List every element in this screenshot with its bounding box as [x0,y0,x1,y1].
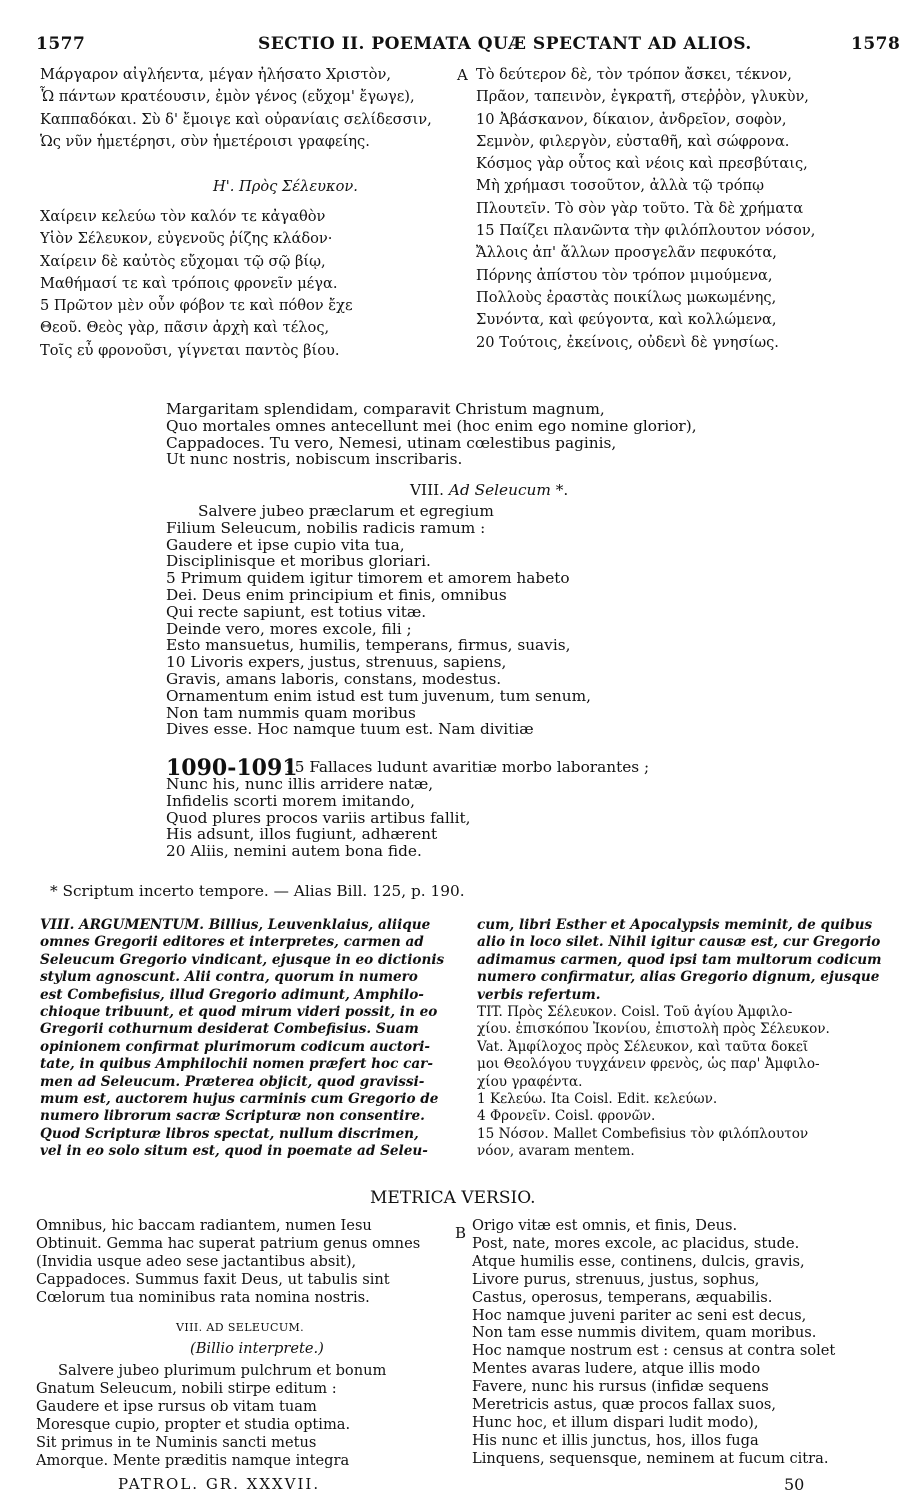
verse-line: Favere, nunc his rursus (infidæ sequens [472,1378,769,1396]
note-line: Quod Scripturæ libros spectat, nullum discrimen, [40,1125,419,1142]
latin-line: His adsunt, illos fugiunt, adhærent [166,826,438,844]
greek-line: Ὧ πάντων κρατέουσιν, ἐμὸν γένος (εὔχομ' ἔγωγε), [40,88,415,106]
verse-line: Mentes avaras ludere, atque illis modo [472,1360,761,1378]
greek-line: 15 Παίζει πλανῶντα τὴν φιλόπλουτον νόσον, [476,222,816,240]
greek-line: Υἱὸν Σέλευκον, εὐγενοῦς ῥίζης κλάδον· [40,230,333,248]
verse-line: Gnatum Seleucum, nobili stirpe editum : [36,1379,337,1397]
latin-line: Gaudere et ipse cupio vita tua, [166,536,405,554]
greek-line: 5 Πρῶτον μὲν οὖν φόβον τε καὶ πόθον ἔχε [40,297,353,315]
note-line: Seleucum Gregorio vindicant, ejusque in eo dictionis [40,951,445,968]
latin-line: Ut nunc nostris, nobiscum inscribaris. [166,451,463,469]
running-title: SECTIO II. POEMATA QUÆ SPECTANT AD ALIOS. [258,34,752,54]
greek-line: Σεμνὸν, φιλεργὸν, εὐσταθῆ, καὶ σώφρονα. [476,132,790,150]
note-line: νόον, avaram mentem. [477,1143,635,1160]
greek-line: Καππαδόκαι. Σὺ δ' ἔμοιγε καὶ οὐρανίαις σελίδεσσιν, [40,110,432,128]
verse-line: His nunc et illis junctus, hos, illos fuga [472,1431,759,1449]
greek-line: Τοῖς εὖ φρονοῦσι, γίγνεται παντὸς βίου. [40,341,340,359]
latin-line: 10 Livoris expers, justus, strenuus, sapiens, [166,654,507,671]
metrica-right [472,1217,912,1468]
latin-poem-heading [410,482,568,499]
latin-line: Margaritam splendidam, comparavit Christum magnum, [166,401,605,418]
latin-line: Dei. Deus enim principium et finis, omnibus [166,586,507,604]
note-line: Gregorii cothurnum desiderat Combefisius. Suam [40,1021,419,1038]
greek-line: Τὸ δεύτερον δὲ, τὸν τρόπον ἄσκει, τέκνον, [476,66,792,83]
latin-poem [166,503,886,738]
latin-line: 15 Fallaces ludunt avaritiæ morbo laborantes ; [285,758,650,776]
note-line: est Combefisius, illud Gregorio adimunt, Amphilo- [40,986,424,1003]
note-line: χίου. ἐπισκόπου Ἰκονίου, ἐπιστολὴ πρὸς Σέλευκον. [477,1021,830,1038]
verse-line: Amorque. Mente præditis namque integra [36,1451,350,1469]
latin-line: Qui recte sapiunt, est totius vitæ. [166,603,427,621]
greek-line: Μαθήμασί τε καὶ τρόποις φρονεῖν μέγα. [40,274,338,292]
note-line: adimamus carmen, quod ipsi tam multorum codicum [477,951,882,968]
metrica-left-poem [36,1362,456,1469]
note-line: 15 Νόσον. Mallet Combefisius τὸν φιλόπλουτον [477,1125,809,1142]
verse-line: Sit primus in te Numinis sancti metus [36,1433,317,1451]
column-range-marker: 1090-1091 [166,755,298,781]
greek-line: Συνόντα, καὶ φεύγοντα, καὶ κολλώμενα, [476,311,777,329]
latin-line: Quod plures procos variis artibus fallit, [166,809,471,827]
greek-line: Πλουτεῖν. Τὸ σὸν γὰρ τοῦτο. Τὰ δὲ χρήματα [476,199,804,217]
note-line: alio in loco silet. Nihil igitur causæ est, cur Gregorio [477,934,881,951]
footer-signature: 50 [784,1475,805,1494]
latin-line: Cappadoces. Tu vero, Nemesi, utinam cœlestibus paginis, [166,434,617,452]
heading-number: VIII. [410,481,445,499]
metrica-sub-heading: VIII. AD SELEUCUM. [176,1321,305,1334]
verse-line: Hoc namque juveni pariter ac seni est decus, [472,1306,807,1324]
note-line: omnes Gregorii editores et interpretes, carmen ad [40,934,424,951]
latin-poem-end [166,776,886,860]
note-line: 4 Φρονεῖν. Coisl. φρονῶν. [477,1108,656,1125]
note-line: VIII. ARGUMENTUM. Billius, Leuvenklaius, aliique [40,917,431,933]
greek-line: Θεοῦ. Θεὸς γὰρ, πᾶσιν ἀρχὴ καὶ τέλος, [40,319,330,337]
verse-line: Atque humilis esse, continens, dulcis, gravis, [472,1252,805,1270]
margin-marker-b: B [455,1224,467,1242]
latin-line: Quo mortales omnes antecellunt mei (hoc enim ego nomine glorior), [166,417,697,435]
metrica-title: METRICA VERSIO. [370,1188,536,1208]
verse-line: Moresque cupio, propter et studia optima. [36,1415,351,1433]
latin-line: Infidelis scorti morem imitando, [166,792,416,810]
greek-line: 10 Ἀβάσκανον, δίκαιον, ἀνδρεῖον, σοφὸν, [476,110,787,128]
note-line: vel in eo solo situm est, quod in poemate ad Seleu- [40,1143,428,1160]
note-line: cum, libri Esther et Apocalypsis meminit, de quibus [477,917,873,933]
verse-line: Castus, operosus, temperans, æquabilis. [472,1288,773,1306]
verse-line: Livore purus, strenuus, justus, sophus, [472,1270,760,1288]
greek-line: Πρᾶον, ταπεινὸν, ἐγκρατῆ, στεῤῥὸν, γλυκὺν, [476,88,809,106]
footnote: * Scriptum incerto tempore. — Alias Bill. 125, p. 190. [50,882,465,900]
greek-line: Μάργαρον αἰγλήεντα, μέγαν ἠλήσατο Χριστὸν, [40,66,391,83]
latin-line: Filium Seleucum, nobilis radicis ramum : [166,519,486,537]
verse-line: Post, nate, mores excole, ac placidus, stude. [472,1234,800,1252]
greek-poem-heading: Η'. Πρὸς Σέλευκον. [213,178,358,195]
note-line: opinionem confirmat plurimorum codicum auctori- [40,1038,431,1055]
greek-line: Κόσμος γὰρ οὗτος καὶ νέοις καὶ πρεσβύταις, [476,155,808,173]
verse-line: Salvere jubeo plurimum pulchrum et bonum [58,1362,387,1379]
footer-volume: PATROL. GR. XXXVII. [118,1475,321,1493]
note-line: mum est, auctorem hujus carminis cum Gregorio de [40,1091,439,1108]
heading-title: Ad Seleucum [448,481,551,499]
greek-line: Ὡς νῦν ἡμετέρησι, σὺν ἡμετέροισι γραφείης. [40,132,370,150]
greek-line: Πολλοὺς ἐραστὰς ποικίλως μωκωμένης, [476,288,777,306]
greek-line: Ἄλλοις ἀπ' ἄλλων προσγελᾶν πεφυκότα, [476,244,777,262]
verse-line: (Invidia usque adeo sese jactantibus absit), [36,1252,357,1270]
notes-left-column [40,917,460,1161]
greek-left-column [40,64,450,153]
latin-line: Deinde vero, mores excole, fili ; [166,620,412,638]
verse-line: Omnibus, hic baccam radiantem, numen Iesu [36,1217,372,1234]
verse-line: Hunc hoc, et illum dispari ludit modo), [472,1413,759,1431]
verse-line: Gaudere et ipse rursus ob vitam tuam [36,1397,317,1415]
latin-line: Ornamentum enim istud est tum juvenum, tum senum, [166,687,592,705]
note-line: stylum agnoscunt. Alii contra, quorum in numero [40,969,418,986]
verse-line: Hoc namque nostrum est : census at contra solet [472,1342,836,1360]
greek-right-column [476,64,906,354]
latin-line: Disciplinisque et moribus gloriari. [166,553,431,571]
latin-line: Non tam nummis quam moribus [166,704,416,722]
notes-right-column [477,917,907,1161]
greek-line: Χαίρειν δὲ καὐτὸς εὔχομαι τῷ σῷ βίῳ, [40,252,326,270]
verse-line: Linquens, sequensque, neminem at fucum citra. [472,1449,829,1467]
column-number-left: 1577 [36,34,86,54]
note-line: μοι Θεολόγου τυγχάνειν φρενὸς, ὡς παρ' Ἀμφιλο- [477,1056,820,1073]
note-line: chioque tribuunt, et quod mirum videri possit, in eo [40,1004,438,1021]
heading-footnote-mark: *. [550,481,569,499]
note-line: numero librorum sacræ Scripturæ non consentire. [40,1108,425,1125]
latin-line: Esto mansuetus, humilis, temperans, firmus, suavis, [166,637,571,655]
note-line: χίου γραφέντα. [477,1073,583,1090]
margin-marker-a: A [457,66,468,84]
metrica-interpreter: (Billio interprete.) [190,1340,324,1357]
greek-line: Πόρνης ἀπίστου τὸν τρόπον μιμούμενα, [476,266,773,284]
greek-line: Μὴ χρήμασι τοσοῦτον, ἀλλὰ τῷ τρόπῳ [476,177,765,195]
latin-line: 5 Primum quidem igitur timorem et amorem habeto [166,570,570,587]
note-line: men ad Seleucum. Præterea objicit, quod gravissi- [40,1073,425,1090]
verse-line: Origo vitæ est omnis, et finis, Deus. [472,1217,738,1234]
latin-line: Dives esse. Hoc namque tuum est. Nam divitiæ [166,721,534,739]
latin-line: Nunc his, nunc illis arridere natæ, [166,776,434,793]
greek-line: 20 Τούτοις, ἐκείνοις, οὐδενὶ δὲ γνησίως. [476,333,779,351]
note-line: Vat. Ἀμφίλοχος πρὸς Σέλευκον, καὶ ταῦτα δοκεῖ [477,1038,809,1055]
verse-line: Obtinuit. Gemma hac superat patrium genus omnes [36,1234,421,1252]
metrica-left-top [36,1217,456,1307]
greek-poem-left [40,206,450,362]
verse-line: Meretricis astus, quæ procos fallax suos, [472,1396,776,1414]
greek-line: Χαίρειν κελεύω τὸν καλόν τε κἀγαθὸν [40,208,326,225]
latin-line: Gravis, amans laboris, constans, modestus. [166,670,502,688]
latin-line: Salvere jubeo præclarum et egregium [198,503,494,520]
note-line: tate, in quibus Amphilochii nomen præfert hoc car- [40,1056,433,1073]
latin-line: 20 Aliis, nemini autem bona fide. [166,843,422,860]
column-number-right: 1578 [851,34,901,54]
verse-line: Cœlorum tua nominibus rata nomina nostris. [36,1288,370,1306]
note-line: verbis refertum. [477,986,601,1003]
note-line: numero confirmatur, alias Gregorio dignum, ejusque [477,969,880,986]
note-line: TIT. Πρὸς Σέλευκον. Coisl. Τοῦ ἁγίου Ἀμφιλο- [477,1004,793,1021]
note-line: 1 Κελεύω. Ita Coisl. Edit. κελεύων. [477,1091,718,1108]
verse-line: Cappadoces. Summus faxit Deus, ut tabulis sint [36,1270,390,1288]
latin-intro [166,401,886,468]
verse-line: Non tam esse nummis divitem, quam moribus. [472,1324,817,1342]
